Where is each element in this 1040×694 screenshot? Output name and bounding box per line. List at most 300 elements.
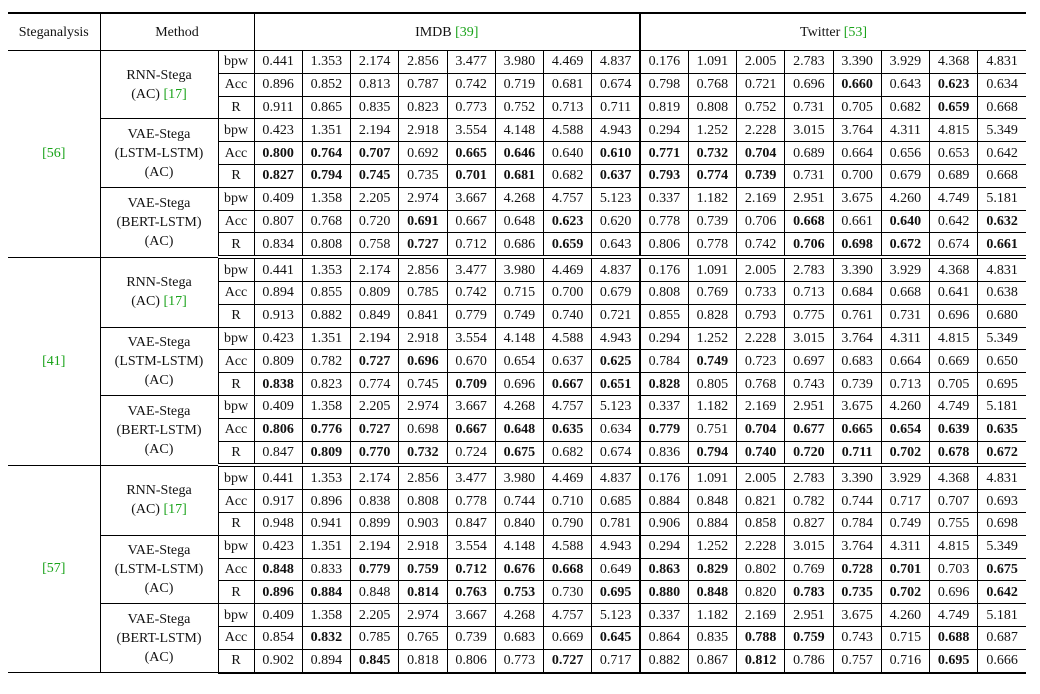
value-cell: 4.815 [930,327,978,350]
value-cell: 0.654 [495,350,543,373]
value-cell: 0.713 [881,373,929,396]
value-cell: 0.695 [978,373,1026,396]
value-cell: 2.856 [399,257,447,281]
value-cell: 0.620 [592,210,640,233]
value-cell: 3.764 [833,119,881,142]
citation-link[interactable]: [17] [163,86,187,102]
value-cell: 0.769 [785,558,833,581]
value-cell: 0.687 [978,626,1026,649]
value-cell: 0.773 [447,96,495,119]
value-cell: 0.705 [930,373,978,396]
value-cell: 4.260 [881,604,929,627]
metric-label: Acc [218,281,254,304]
value-cell: 4.588 [544,327,592,350]
value-cell: 0.753 [495,581,543,604]
value-cell: 0.793 [737,304,785,327]
value-cell: 4.757 [544,187,592,210]
value-cell: 0.294 [640,119,688,142]
value-cell: 1.182 [688,187,736,210]
value-cell: 4.815 [930,535,978,558]
method-name [100,257,218,327]
value-cell: 1.091 [688,257,736,281]
value-cell: 0.749 [688,350,736,373]
citation-link[interactable]: [41] [42,353,66,369]
value-cell: 3.929 [881,465,929,489]
method-name-line: RNN-Stega [126,67,192,83]
value-cell: 0.771 [640,142,688,165]
value-cell: 0.742 [447,281,495,304]
value-cell: 4.837 [592,465,640,489]
value-cell: 0.727 [399,233,447,257]
value-cell: 2.783 [785,465,833,489]
value-cell: 0.808 [399,490,447,513]
value-cell: 2.951 [785,604,833,627]
value-cell: 0.717 [881,490,929,513]
value-cell: 0.784 [833,512,881,535]
value-cell: 4.757 [544,604,592,627]
value-cell: 0.668 [978,96,1026,119]
value-cell: 3.015 [785,327,833,350]
value-cell: 4.831 [978,465,1026,489]
value-cell: 2.228 [737,119,785,142]
header-row [8,13,1026,51]
steganalysis-citation[interactable] [8,465,100,672]
value-cell: 4.268 [495,604,543,627]
method-name [100,187,218,257]
value-cell: 5.349 [978,535,1026,558]
value-cell: 2.974 [399,187,447,210]
value-cell: 0.948 [254,512,302,535]
value-cell: 0.894 [302,649,350,672]
value-cell: 2.169 [737,604,785,627]
value-cell: 0.808 [302,233,350,257]
value-cell: 0.669 [544,626,592,649]
value-cell: 0.720 [351,210,399,233]
value-cell: 0.674 [592,441,640,465]
value-cell: 0.640 [544,142,592,165]
value-cell: 0.732 [399,441,447,465]
value-cell: 0.742 [447,73,495,96]
table-row [8,535,1026,558]
value-cell: 0.701 [447,164,495,187]
value-cell: 0.713 [544,96,592,119]
value-cell: 0.685 [592,490,640,513]
table-row [8,119,1026,142]
value-cell: 0.696 [930,581,978,604]
value-cell: 0.911 [254,96,302,119]
value-cell: 0.848 [254,558,302,581]
value-cell: 0.880 [640,581,688,604]
metric-label: Acc [218,350,254,373]
value-cell: 3.675 [833,187,881,210]
value-cell: 0.698 [978,512,1026,535]
value-cell: 0.778 [447,490,495,513]
value-cell: 0.773 [495,649,543,672]
steganalysis-results-table [8,12,1026,674]
value-cell: 0.800 [254,142,302,165]
value-cell: 4.757 [544,395,592,418]
dataset-citation[interactable]: [53] [843,24,868,40]
value-cell: 0.744 [495,490,543,513]
value-cell: 0.697 [785,350,833,373]
metric-label: Acc [218,210,254,233]
value-cell: 0.730 [544,581,592,604]
value-cell: 2.228 [737,535,785,558]
value-cell: 0.764 [302,142,350,165]
citation-link[interactable]: [56] [42,146,66,162]
value-cell: 0.848 [351,581,399,604]
value-cell: 2.228 [737,327,785,350]
value-cell: 0.727 [544,649,592,672]
value-cell: 0.645 [592,626,640,649]
value-cell: 0.679 [592,281,640,304]
value-cell: 3.764 [833,535,881,558]
value-cell: 0.712 [447,233,495,257]
value-cell: 0.682 [881,96,929,119]
metric-label: R [218,373,254,396]
value-cell: 0.731 [881,304,929,327]
value-cell: 0.701 [881,558,929,581]
value-cell: 2.856 [399,51,447,74]
metric-label: R [218,304,254,327]
value-cell: 0.755 [930,512,978,535]
value-cell: 0.639 [930,418,978,441]
value-cell: 3.667 [447,187,495,210]
value-cell: 0.704 [737,418,785,441]
value-cell: 0.757 [833,649,881,672]
value-cell: 4.268 [495,187,543,210]
value-cell: 2.174 [351,465,399,489]
value-cell: 0.765 [399,626,447,649]
value-cell: 0.896 [254,73,302,96]
steganalysis-citation[interactable] [8,257,100,465]
value-cell: 0.696 [399,350,447,373]
value-cell: 0.650 [978,350,1026,373]
value-cell: 3.667 [447,395,495,418]
value-cell: 0.829 [688,558,736,581]
value-cell: 0.648 [495,418,543,441]
value-cell: 0.712 [447,558,495,581]
table-row [8,327,1026,350]
value-cell: 1.091 [688,51,736,74]
method-name-line: VAE-Stega [127,542,191,558]
value-cell: 0.659 [930,96,978,119]
value-cell: 0.865 [302,96,350,119]
value-cell: 0.692 [399,142,447,165]
value-cell: 2.918 [399,327,447,350]
value-cell: 0.675 [978,558,1026,581]
value-cell: 0.715 [881,626,929,649]
metric-label: bpw [218,119,254,142]
value-cell: 4.943 [592,119,640,142]
value-cell: 0.610 [592,142,640,165]
value-cell: 0.707 [930,490,978,513]
value-cell: 0.740 [737,441,785,465]
value-cell: 0.835 [688,626,736,649]
value-cell: 0.670 [447,350,495,373]
value-cell: 0.675 [495,441,543,465]
value-cell: 0.689 [785,142,833,165]
value-cell: 0.751 [688,418,736,441]
value-cell: 0.702 [881,441,929,465]
value-cell: 0.768 [302,210,350,233]
value-cell: 2.783 [785,51,833,74]
value-cell: 0.704 [737,142,785,165]
value-cell: 3.477 [447,257,495,281]
value-cell: 0.678 [930,441,978,465]
value-cell: 0.847 [447,512,495,535]
method-name [100,535,218,603]
value-cell: 0.840 [495,512,543,535]
value-cell: 0.834 [254,233,302,257]
value-cell: 0.727 [351,418,399,441]
value-cell: 0.651 [592,373,640,396]
value-cell: 0.703 [930,558,978,581]
value-cell: 0.634 [592,418,640,441]
table-row [8,187,1026,210]
value-cell: 4.749 [930,187,978,210]
value-cell: 2.951 [785,187,833,210]
value-cell: 0.423 [254,119,302,142]
value-cell: 0.689 [930,164,978,187]
value-cell: 0.716 [881,649,929,672]
value-cell: 0.700 [833,164,881,187]
value-cell: 0.835 [351,96,399,119]
method-name-line: VAE-Stega [127,334,191,350]
value-cell: 0.744 [833,490,881,513]
value-cell: 0.779 [640,418,688,441]
metric-label: R [218,581,254,604]
dataset-citation[interactable]: [39] [455,24,479,40]
metric-label: bpw [218,465,254,489]
steganalysis-citation[interactable] [8,51,100,258]
value-cell: 0.743 [785,373,833,396]
method-name-line: (AC) [144,233,174,249]
value-cell: 3.015 [785,535,833,558]
value-cell: 4.469 [544,465,592,489]
value-cell: 0.681 [544,73,592,96]
value-cell: 0.768 [688,73,736,96]
header-steganalysis: Steganalysis [8,13,100,51]
value-cell: 0.623 [544,210,592,233]
value-cell: 0.717 [592,649,640,672]
value-cell: 2.951 [785,395,833,418]
value-cell: 4.368 [930,51,978,74]
value-cell: 0.409 [254,604,302,627]
value-cell: 0.854 [254,626,302,649]
value-cell: 0.809 [302,441,350,465]
value-cell: 4.469 [544,51,592,74]
value-cell: 1.252 [688,327,736,350]
value-cell: 0.688 [930,626,978,649]
value-cell: 2.194 [351,535,399,558]
value-cell: 2.005 [737,51,785,74]
value-cell: 1.351 [302,119,350,142]
value-cell: 0.695 [930,649,978,672]
value-cell: 0.882 [640,649,688,672]
value-cell: 0.668 [544,558,592,581]
value-cell: 0.696 [495,373,543,396]
value-cell: 0.769 [688,281,736,304]
value-cell: 0.763 [447,581,495,604]
table-row [8,604,1026,627]
value-cell: 0.731 [785,96,833,119]
value-cell: 1.353 [302,257,350,281]
value-cell: 0.441 [254,51,302,74]
metric-label: R [218,649,254,672]
value-cell: 0.668 [881,281,929,304]
citation-link[interactable]: [17] [163,294,187,310]
method-name [100,604,218,673]
value-cell: 0.882 [302,304,350,327]
value-cell: 0.770 [351,441,399,465]
value-cell: 3.929 [881,51,929,74]
method-name-line: (LSTM-LSTM) [114,561,204,577]
value-cell: 0.896 [254,581,302,604]
value-cell: 1.091 [688,465,736,489]
value-cell: 0.732 [688,142,736,165]
value-cell: 0.661 [978,233,1026,257]
method-name-line: (LSTM-LSTM) [114,145,204,161]
value-cell: 0.698 [399,418,447,441]
value-cell: 0.867 [688,649,736,672]
citation-link[interactable]: [57] [42,561,66,577]
header-dataset-imdb [254,13,640,51]
value-cell: 0.847 [254,441,302,465]
value-cell: 0.745 [351,164,399,187]
value-cell: 0.785 [399,281,447,304]
value-cell: 0.661 [833,210,881,233]
metric-label: Acc [218,490,254,513]
value-cell: 0.821 [737,490,785,513]
value-cell: 3.554 [447,327,495,350]
value-cell: 0.337 [640,604,688,627]
value-cell: 2.974 [399,395,447,418]
value-cell: 0.742 [737,233,785,257]
value-cell: 3.929 [881,257,929,281]
value-cell: 0.727 [351,350,399,373]
value-cell: 0.665 [833,418,881,441]
value-cell: 1.252 [688,535,736,558]
value-cell: 0.812 [737,649,785,672]
value-cell: 0.778 [640,210,688,233]
value-cell: 0.808 [640,281,688,304]
value-cell: 5.349 [978,327,1026,350]
value-cell: 0.739 [737,164,785,187]
value-cell: 0.653 [930,142,978,165]
metric-label: bpw [218,51,254,74]
metric-label: R [218,441,254,465]
table-body [8,51,1026,673]
value-cell: 3.390 [833,465,881,489]
value-cell: 0.337 [640,187,688,210]
value-cell: 4.831 [978,51,1026,74]
value-cell: 0.779 [447,304,495,327]
value-cell: 4.148 [495,119,543,142]
value-cell: 0.779 [351,558,399,581]
value-cell: 0.724 [447,441,495,465]
value-cell: 3.980 [495,51,543,74]
method-name-line: (AC) [144,441,174,457]
value-cell: 0.807 [254,210,302,233]
metric-label: bpw [218,395,254,418]
value-cell: 0.707 [351,142,399,165]
value-cell: 2.783 [785,257,833,281]
citation-link[interactable]: [17] [163,502,187,518]
value-cell: 0.782 [302,350,350,373]
value-cell: 0.664 [881,350,929,373]
value-cell: 1.358 [302,187,350,210]
value-cell: 0.686 [495,233,543,257]
value-cell: 0.848 [688,490,736,513]
method-name-line: (AC) [144,164,174,180]
value-cell: 3.980 [495,257,543,281]
value-cell: 3.667 [447,604,495,627]
value-cell: 0.805 [688,373,736,396]
value-cell: 5.349 [978,119,1026,142]
value-cell: 3.675 [833,604,881,627]
value-cell: 0.775 [785,304,833,327]
value-cell: 0.739 [833,373,881,396]
value-cell: 0.863 [640,558,688,581]
value-cell: 1.351 [302,327,350,350]
value-cell: 0.423 [254,327,302,350]
dataset-name: IMDB [415,24,452,40]
value-cell: 0.409 [254,395,302,418]
value-cell: 0.917 [254,490,302,513]
value-cell: 0.723 [737,350,785,373]
value-cell: 0.794 [688,441,736,465]
value-cell: 0.906 [640,512,688,535]
method-name-line: VAE-Stega [127,611,191,627]
value-cell: 0.713 [785,281,833,304]
value-cell: 0.625 [592,350,640,373]
metric-label: R [218,96,254,119]
value-cell: 0.695 [592,581,640,604]
value-cell: 0.781 [592,512,640,535]
value-cell: 0.632 [978,210,1026,233]
value-cell: 3.390 [833,51,881,74]
value-cell: 0.668 [785,210,833,233]
value-cell: 0.798 [640,73,688,96]
value-cell: 0.654 [881,418,929,441]
value-cell: 0.711 [592,96,640,119]
value-cell: 0.683 [833,350,881,373]
value-cell: 0.806 [640,233,688,257]
metric-label: bpw [218,535,254,558]
value-cell: 0.667 [447,418,495,441]
value-cell: 0.828 [688,304,736,327]
value-cell: 0.720 [785,441,833,465]
value-cell: 0.733 [737,281,785,304]
value-cell: 2.856 [399,465,447,489]
value-cell: 0.793 [640,164,688,187]
value-cell: 0.818 [399,649,447,672]
value-cell: 1.351 [302,535,350,558]
value-cell: 1.182 [688,395,736,418]
value-cell: 5.123 [592,604,640,627]
method-name [100,327,218,395]
method-name-line: (BERT-LSTM) [116,214,202,230]
value-cell: 0.735 [833,581,881,604]
value-cell: 0.679 [881,164,929,187]
value-cell: 0.783 [785,581,833,604]
value-cell: 0.739 [688,210,736,233]
value-cell: 4.749 [930,395,978,418]
value-cell: 0.833 [302,558,350,581]
value-cell: 0.787 [399,73,447,96]
metric-label: Acc [218,73,254,96]
